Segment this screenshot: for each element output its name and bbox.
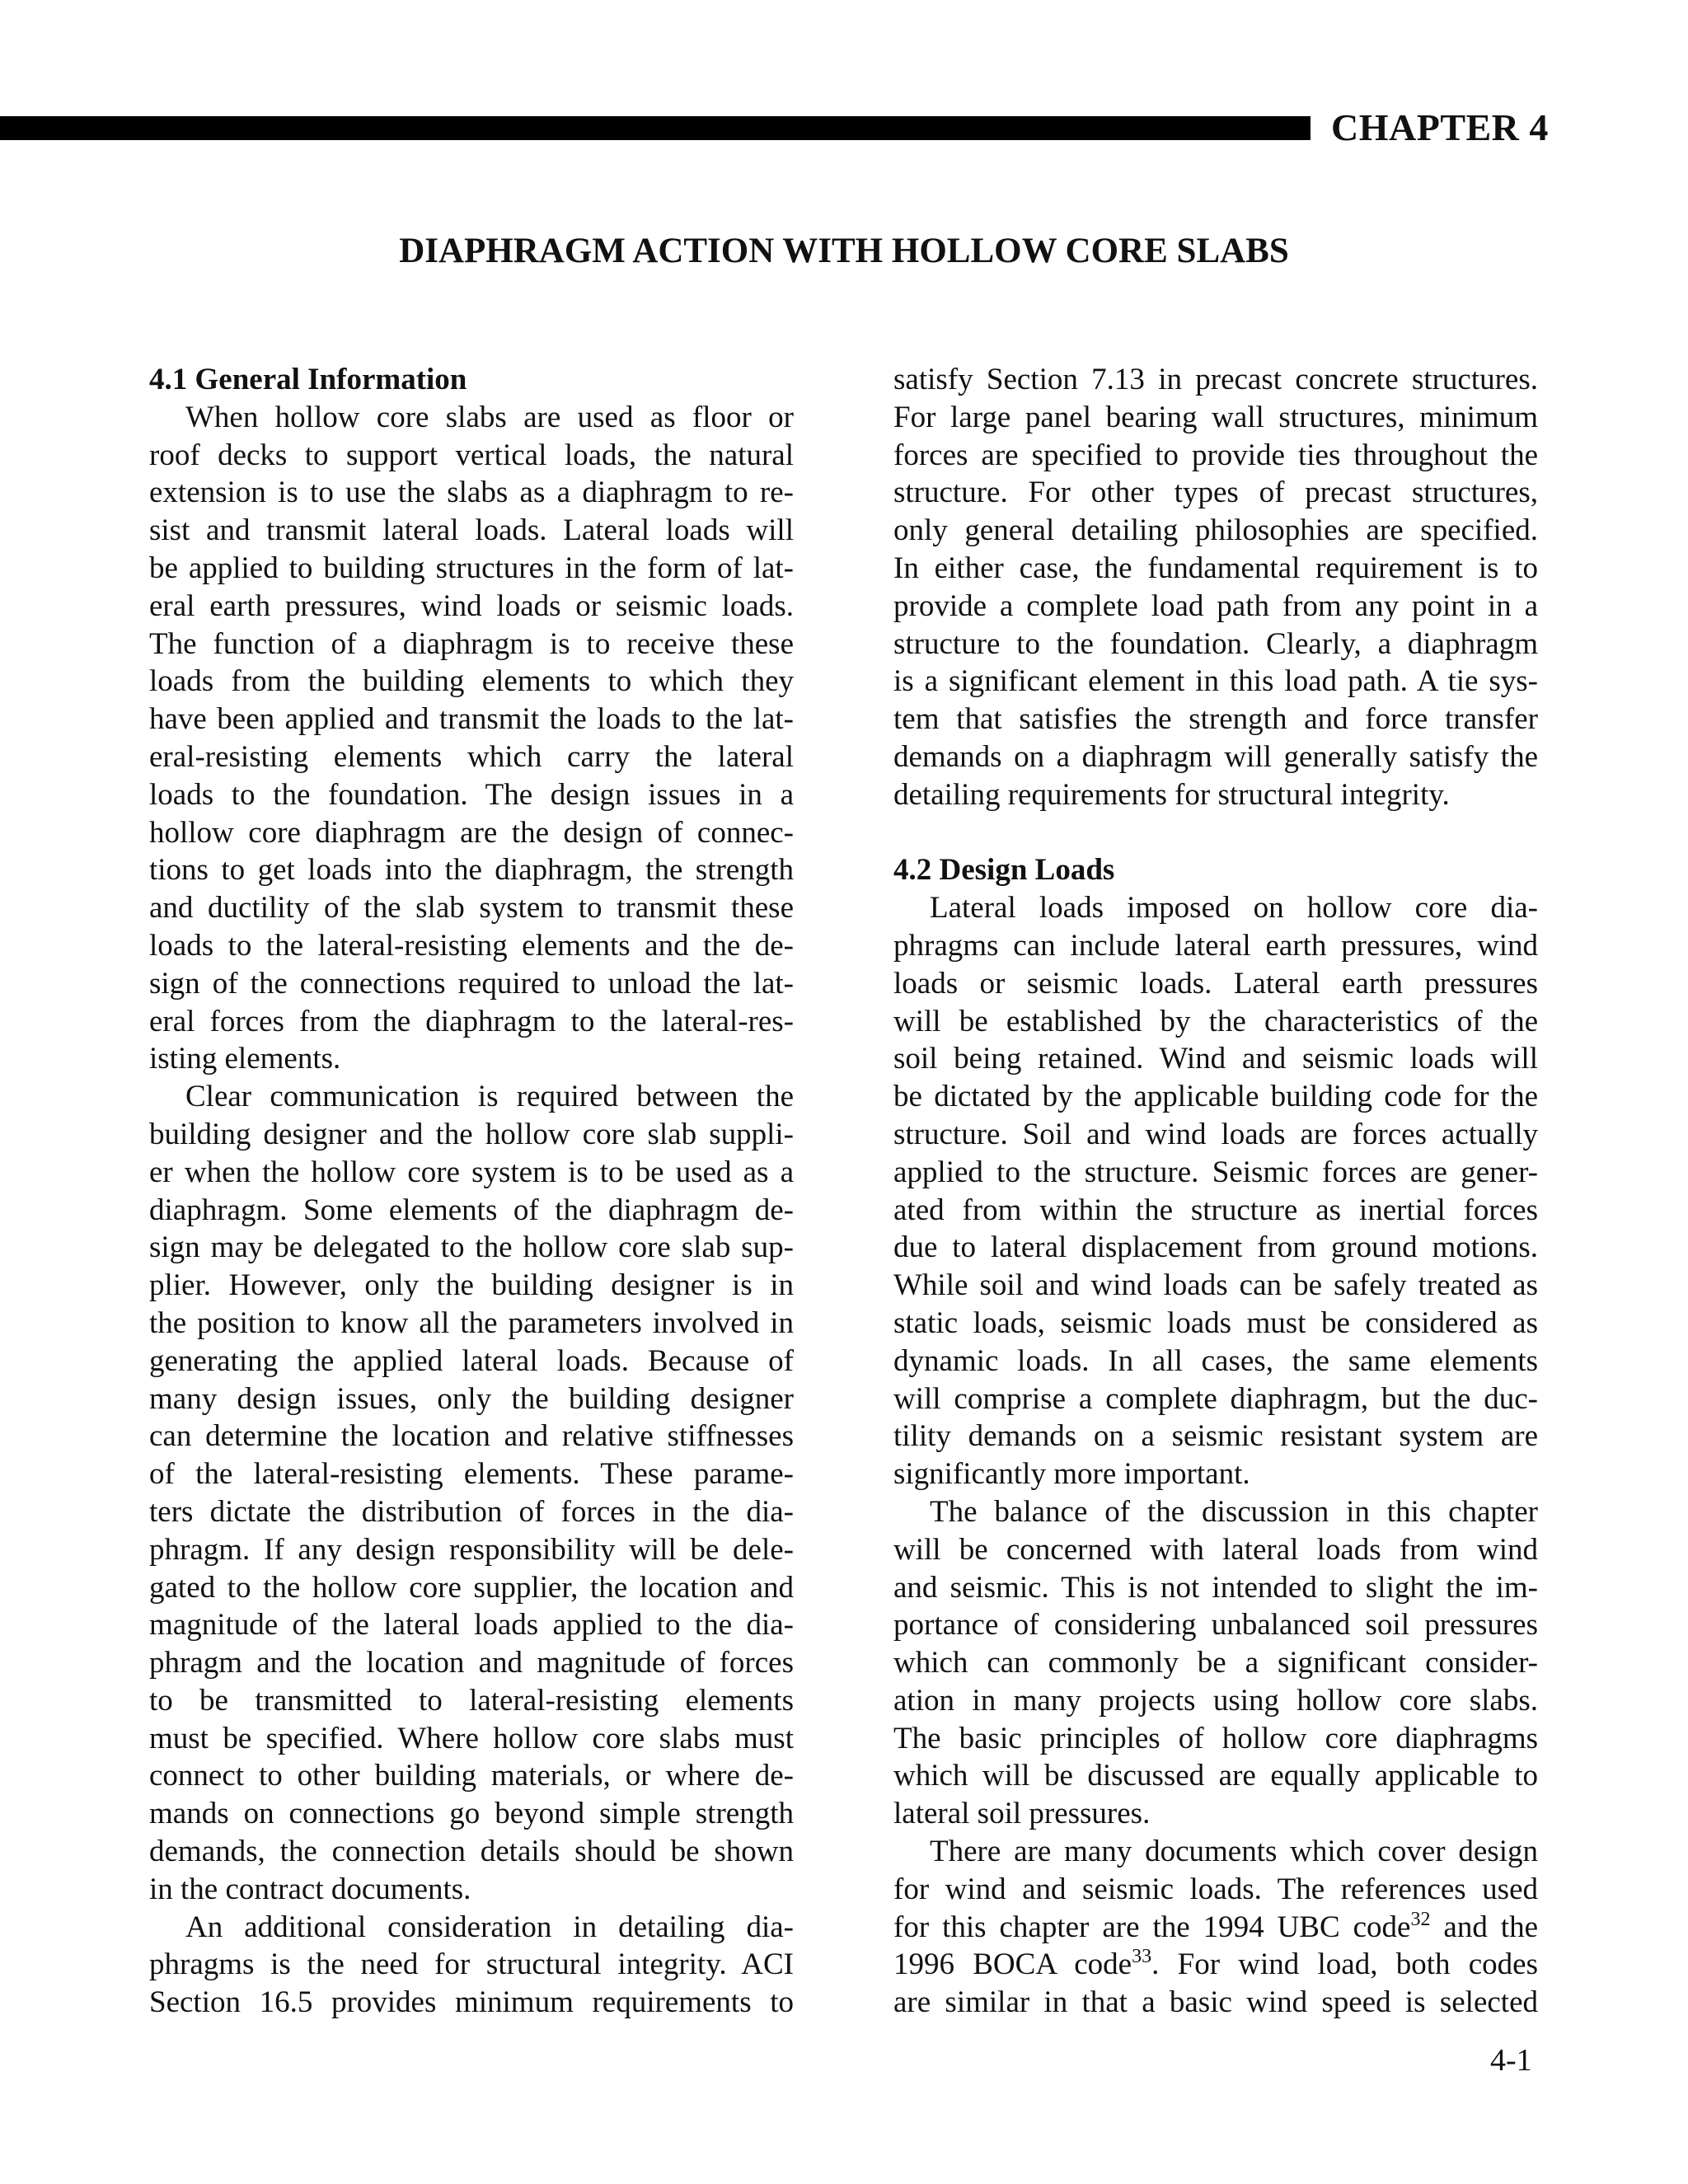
boca-ref-tail: . For wind load, both codes (1151, 1947, 1538, 1982)
body-line: plier. However, only the building designer is in (149, 1268, 794, 1303)
body-line: portance of considering unbalanced soil pressures (893, 1608, 1538, 1643)
body-line: structure. For other types of precast structures, (893, 476, 1538, 510)
body-line: Section 16.5 provides minimum requirements to (149, 1985, 794, 2020)
body-line: soil being retained. Wind and seismic loads will (893, 1042, 1538, 1076)
body-line: The basic principles of hollow core diaphragms (893, 1721, 1538, 1755)
body-line: loads from the building elements to which they (149, 664, 794, 699)
body-line: diaphragm. Some elements of the diaphragm de- (149, 1193, 794, 1227)
paragraph-gap (893, 814, 1538, 852)
body-line: phragms is the need for structural integrity. ACI (149, 1947, 794, 1982)
body-line: ters dictate the distribution of forces in the dia- (149, 1494, 794, 1529)
body-line: building designer and the hollow core slab suppli- (149, 1117, 794, 1151)
body-line: loads or seismic loads. Lateral earth pressures (893, 966, 1538, 1001)
body-line: tions to get loads into the diaphragm, the strength (149, 853, 794, 888)
body-line: due to lateral displacement from ground motions. (893, 1230, 1538, 1265)
body-line: magnitude of the lateral loads applied to the dia- (149, 1608, 794, 1643)
body-line: satisfy Section 7.13 in precast concrete structures. (893, 363, 1538, 396)
body-line: While soil and wind loads can be safely treated as (893, 1268, 1538, 1303)
section-heading-4-1: 4.1 General Information (149, 363, 467, 396)
body-line: which will be discussed are equally applicable to (893, 1759, 1538, 1793)
body-line: the position to know all the parameters involved in (149, 1305, 794, 1340)
reference-line-boca (893, 1946, 1538, 1984)
body-line: tility demands on a seismic resistant system are (893, 1419, 1538, 1454)
chapter-label: CHAPTER 4 (1331, 106, 1549, 148)
body-line: dynamic loads. In all cases, the same elements (893, 1343, 1538, 1378)
body-line: For large panel bearing wall structures, minimum (893, 400, 1538, 434)
body-line: can determine the location and relative stiffnesses (149, 1419, 794, 1454)
body-line: will comprise a complete diaphragm, but the duc- (893, 1381, 1538, 1416)
body-line: eral earth pressures, wind loads or seismic loads. (149, 588, 794, 623)
body-line: sign may be delegated to the hollow core slab sup- (149, 1230, 794, 1265)
body-line: sist and transmit lateral loads. Lateral loads will (149, 513, 794, 548)
body-line: hollow core diaphragm are the design of connec- (149, 815, 794, 850)
body-line: lateral soil pressures. (893, 1797, 1151, 1831)
body-line: gated to the hollow core supplier, the location and (149, 1570, 794, 1605)
ubc-ref-text: for this chapter are the 1994 UBC code (893, 1910, 1411, 1944)
body-line: will be concerned with lateral loads from wind (893, 1532, 1538, 1567)
body-line: er when the hollow core system is to be used as a (149, 1155, 794, 1189)
body-line: detailing requirements for structural integrity. (893, 777, 1450, 812)
chapter-rule (0, 116, 1311, 140)
left-column (149, 361, 794, 2022)
body-line: and ductility of the slab system to transmit these (149, 891, 794, 926)
boca-ref-text: 1996 BOCA code (893, 1947, 1132, 1982)
body-line: eral forces from the diaphragm to the lateral-res- (149, 1004, 794, 1038)
body-line: loads to the lateral-resisting elements and the de- (149, 928, 794, 963)
body-line: loads to the foundation. The design issues in a (149, 777, 794, 812)
body-line: which can commonly be a significant consider- (893, 1646, 1538, 1680)
body-line: roof decks to support vertical loads, the natural (149, 438, 794, 472)
body-line: will be established by the characteristics of the (893, 1004, 1538, 1038)
body-line: extension is to use the slabs as a diaphragm to re- (149, 476, 794, 510)
footnote-ref-33: 33 (1132, 1946, 1152, 1968)
body-line: be dictated by the applicable building code for the (893, 1080, 1538, 1114)
body-line: The balance of the discussion in this chapter (930, 1494, 1538, 1529)
body-line: Clear communication is required between the (185, 1080, 794, 1114)
page-title: DIAPHRAGM ACTION WITH HOLLOW CORE SLABS (399, 232, 1289, 270)
reference-line-ubc (893, 1909, 1538, 1947)
body-line: demands on a diaphragm will generally satisfy the (893, 739, 1538, 774)
body-line: be applied to building structures in the form of lat- (149, 551, 794, 585)
page-number: 4-1 (1490, 2043, 1532, 2078)
body-line: must be specified. Where hollow core slabs must (149, 1721, 794, 1755)
body-line: many design issues, only the building designer (149, 1381, 794, 1416)
body-line: of the lateral-resisting elements. These parame- (149, 1457, 794, 1492)
body-line: only general detailing philosophies are specified. (893, 513, 1538, 548)
body-line: and seismic. This is not intended to slight the im- (893, 1570, 1538, 1605)
body-line: The function of a diaphragm is to receive these (149, 626, 794, 661)
body-line: significantly more important. (893, 1457, 1250, 1492)
body-line: in the contract documents. (149, 1872, 471, 1906)
body-line: to be transmitted to lateral-resisting elements (149, 1683, 794, 1718)
body-line: An additional consideration in detailing dia- (185, 1910, 794, 1944)
body-line: phragm and the location and magnitude of forces (149, 1646, 794, 1680)
body-line: for wind and seismic loads. The references used (893, 1872, 1538, 1906)
body-line: forces are specified to provide ties throughout the (893, 438, 1538, 472)
body-line: are similar in that a basic wind speed is selected (893, 1985, 1538, 2020)
body-line: mands on connections go beyond simple strength (149, 1797, 794, 1831)
body-line: phragms can include lateral earth pressures, wind (893, 928, 1538, 963)
body-line: have been applied and transmit the loads to the lat- (149, 702, 794, 737)
footnote-ref-32: 32 (1410, 1908, 1431, 1930)
body-line: When hollow core slabs are used as floor or (185, 400, 794, 434)
body-line: tem that satisfies the strength and force transfer (893, 702, 1538, 737)
body-line: structure to the foundation. Clearly, a diaphragm (893, 626, 1538, 661)
body-line: There are many documents which cover design (930, 1835, 1538, 1869)
body-line: eral-resisting elements which carry the lateral (149, 739, 794, 774)
body-line: structure. Soil and wind loads are forces actually (893, 1117, 1538, 1151)
body-line: applied to the structure. Seismic forces are gener- (893, 1155, 1538, 1189)
body-line: generating the applied lateral loads. Because of (149, 1343, 794, 1378)
body-line: Lateral loads imposed on hollow core dia- (930, 891, 1538, 926)
right-column (893, 361, 1538, 2022)
section-heading-4-2: 4.2 Design Loads (893, 853, 1115, 888)
ubc-ref-tail: and the (1430, 1910, 1539, 1944)
body-line: ation in many projects using hollow core slabs. (893, 1683, 1538, 1718)
body-line: static loads, seismic loads must be considered as (893, 1305, 1538, 1340)
body-line: sign of the connections required to unload the lat- (149, 966, 794, 1001)
body-line: isting elements. (149, 1042, 341, 1076)
body-line: ated from within the structure as inertial forces (893, 1193, 1538, 1227)
body-line: demands, the connection details should be shown (149, 1835, 794, 1869)
body-line: In either case, the fundamental requirement is to (893, 551, 1538, 585)
body-line: provide a complete load path from any point in a (893, 588, 1538, 623)
body-line: connect to other building materials, or where de- (149, 1759, 794, 1793)
body-line: phragm. If any design responsibility will be dele- (149, 1532, 794, 1567)
body-line: is a significant element in this load path. A tie sys- (893, 664, 1538, 699)
